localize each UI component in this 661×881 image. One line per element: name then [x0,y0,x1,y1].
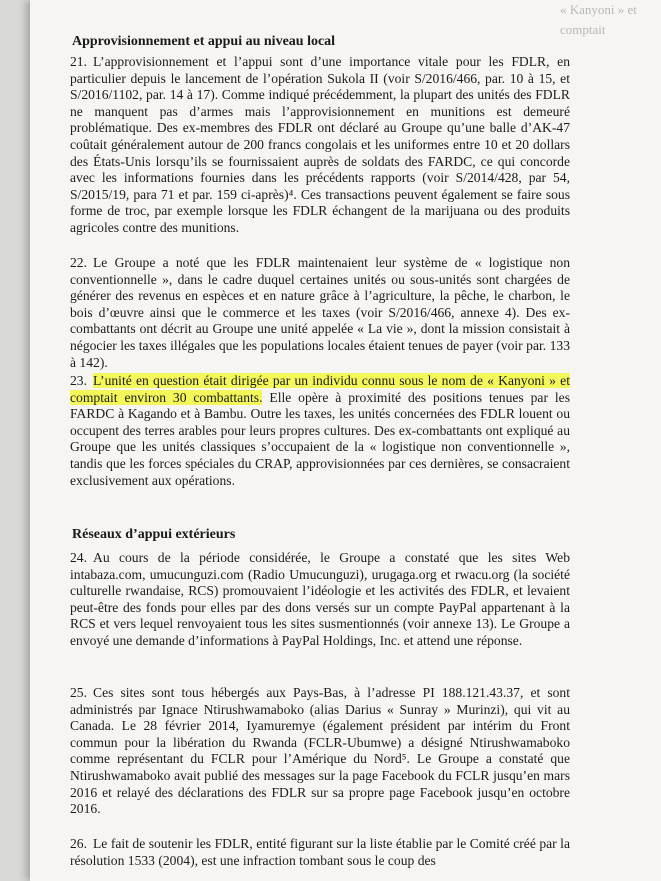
section-heading-local: Approvisionnement et appui au niveau local [72,34,336,49]
paragraph-text: Au cours de la période considérée, le Groupe a constaté que les sites Web intabaza.com, umucunguzi.com (Radio Umucunguzi), urugaga.org et rwacu.org (la société culturelle rwandaise, RCS) promouvaient l’idéologie et les activités des FDLR, et levaient peut-être des fonds pour elles par des dons versés sur un compte PayPal appartenant à la RCS et vers lequel renvoyaient tous les sites susmentionnés (voir annexe 13). Le Groupe a envoyé une demande d’informations à PayPal Holdings, Inc. et attend une réponse. [70,550,570,648]
paragraph-text: Ces sites sont tous hébergés aux Pays-Bas, à l’adresse PI 188.121.43.37, et sont administrés par Ignace Ntirushwamaboko (alias Darius « Sunray » Murinzi), qui vit au Canada. Le 28 février 2014, Iyamuremye (également président par intérim du Front commun pour la libération du Rwanda (FCLR-Ubumwe) a désigné Ntirushwamaboko comme représentant du FCLR pour l’Amérique du Nord⁵. Le Groupe a constaté que Ntirushwamaboko avait publié des messages sur la page Facebook du FCLR jusqu’en mars 2016 et relayé des déclarations des FDLR sur sa propre page Facebook jusqu’en octobre 2016. [70,685,570,817]
paragraph-26 [70,836,570,869]
paragraph-number: 24. [70,550,87,565]
section-heading-external: Réseaux d’appui extérieurs [72,527,236,542]
highlighted-text: L’unité en question était dirigée par un individu connu sous le nom de « Kanyoni » et comptait environ 30 combattants. [70,373,570,405]
paragraph-25 [70,685,570,818]
paragraph-number: 23. [70,373,87,388]
paragraph-number: 25. [70,685,87,700]
paragraph-number: 26. [70,836,87,851]
paragraph-text: L’approvisionnement et l’appui sont d’une importance vitale pour les FDLR, en particulier depuis le lancement de l’opération Sukola II (voir S/2016/466, par. 10 à 15, et S/2016/1102, par. 14 à 17). Comme indiqué précédemment, la plupart des unités des FDLR ne manquent pas d’armes mais l’approvisionnement en munitions est demeuré problématique. Des ex-membres des FDLR ont déclaré au Groupe qu’une balle d’AK-47 coûtait généralement autour de 200 francs congolais et les uniformes entre 10 et 20 dollars des États-Unis lorsqu’ils se fournissaient auprès de soldats des FARDC, ce qui concorde avec les informations fournies dans les précédents rapports (voir S/2014/428, par 54, S/2015/19, para 71 et par. 159 ci-après)⁴. Ces transactions peuvent également se faire sous forme de troc, par exemple lorsque les FDLR échangent de la marijuana ou des produits agricoles contre des munitions. [70,54,570,235]
document-page [30,0,661,881]
paragraph-24 [70,550,570,650]
paragraph-text: Elle opère à proximité des positions tenues par les FARDC à Kagando et à Bambu. Outre les taxes, les unités concernées des FDLR louent ou occupent des terres arables pour leurs propres cultures. Des ex-combattants ont expliqué au Groupe que les unités classiques s’occupaient de la « logistique non conventionnelle », tandis que les forces spéciales du CRAP, approvisionnées par ces dernières, se consacraient exclusivement aux opérations. [70,389,570,488]
paragraph-23 [70,373,570,489]
bleed-through-text: « Kanyoni » et comptait [560,2,637,37]
paragraph-text: Le Groupe a noté que les FDLR maintenaient leur système de « logistique non conventionnelle », dans le cadre duquel certaines unités ou sous-unités sont chargées de générer des revenus en espèces et en nature grâce à l’agriculture, la pêche, le charbon, le bois d’œuvre ainsi que le commerce et les taxes (voir S/2016/466, annexe 4). Des ex-combattants ont décrit au Groupe une unité appelée « La vie », dont la mission consistait à négocier les taxes illégales que les populations locales étaient tenues de payer (voir par. 133 à 142). [70,255,570,370]
paragraph-22 [70,255,570,371]
paragraph-21 [70,54,570,237]
paragraph-number: 21. [70,54,87,69]
paragraph-text: Le fait de soutenir les FDLR, entité figurant sur la liste établie par le Comité créé par la résolution 1533 (2004), est une infraction tombant sous le coup des [70,836,570,868]
paragraph-number: 22. [70,255,87,270]
